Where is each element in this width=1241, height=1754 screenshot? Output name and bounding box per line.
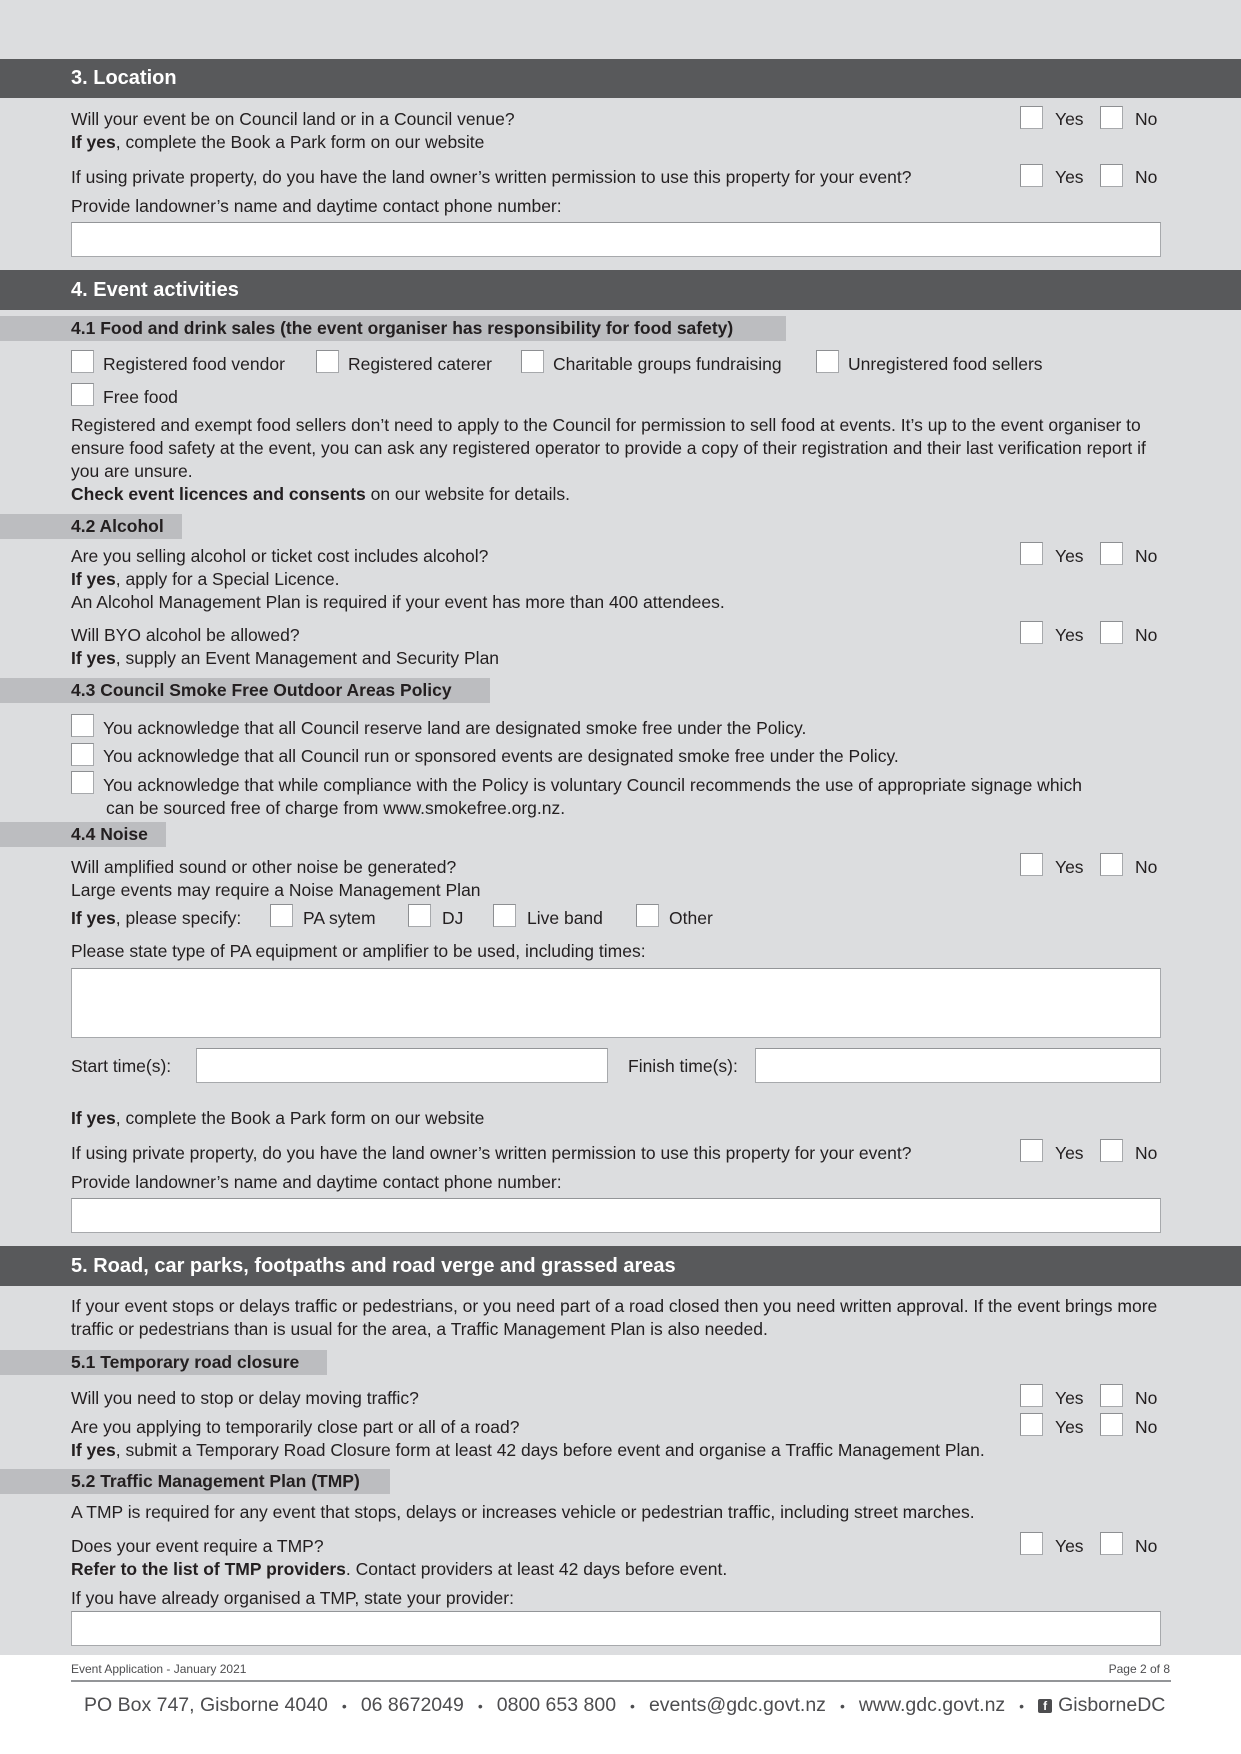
council-land-no-checkbox[interactable] [1100, 106, 1123, 129]
footer-website-link[interactable]: www.gdc.govt.nz [858, 1694, 1006, 1716]
pa-equipment-textarea[interactable] [71, 968, 1161, 1038]
question-private-property: If using private property, do you have the land owner’s written permission to use this property for your event? [71, 167, 912, 187]
noise-other-checkbox[interactable] [636, 904, 659, 927]
note-bold: If yes [71, 648, 116, 668]
private-property-yes-checkbox[interactable] [1020, 164, 1043, 187]
note-road-closure-form [71, 1439, 985, 1461]
equipment-field-label: Please state type of PA equipment or amplifier to be used, including times: [71, 941, 646, 961]
no-label: No [1135, 1388, 1158, 1408]
footer-page-number: Page 2 of 8 [1108, 1662, 1170, 1676]
footer-freephone: 0800 653 800 [496, 1694, 617, 1716]
selling-alcohol-no-checkbox[interactable] [1100, 542, 1123, 565]
note-special-licence [71, 568, 340, 590]
note-tmp-providers [71, 1558, 727, 1580]
byo-alcohol-yes-checkbox[interactable] [1020, 621, 1043, 644]
yes-label: Yes [1055, 1388, 1084, 1408]
note-text: , please specify: [115, 908, 242, 928]
subsection-title: 5.2 Traffic Management Plan (TMP) [71, 1471, 360, 1491]
finish-time-input[interactable] [755, 1048, 1161, 1083]
footer-address: PO Box 747, Gisborne 4040 [84, 1694, 328, 1716]
section-header-event-activities [0, 270, 1241, 310]
food-charitable-groups-checkbox[interactable] [521, 350, 544, 373]
yes-label: Yes [1055, 109, 1084, 129]
noise-specify-label [71, 907, 241, 929]
tmp-provider-input[interactable] [71, 1611, 1161, 1646]
subsection-title: 4.3 Council Smoke Free Outdoor Areas Policy [71, 680, 452, 700]
no-label: No [1135, 546, 1158, 566]
tmp-provider-label: If you have already organised a TMP, state your provider: [71, 1588, 514, 1608]
footer-document-name: Event Application - January 2021 [71, 1662, 247, 1676]
start-time-input[interactable] [196, 1048, 608, 1083]
yes-label: Yes [1055, 1143, 1084, 1163]
food-info-text: Registered and exempt food sellers don’t need to apply to the Council for permission to sell food at events. It’s up to the event organiser to ensure food safety at the event, you can ask any registered operator to provide a copy of their registration and their last verification report if you are unsure. [71, 415, 1146, 481]
food-registered-vendor-checkbox[interactable] [71, 350, 94, 373]
note-book-a-park [71, 1107, 484, 1129]
noise-dj-checkbox[interactable] [408, 904, 431, 927]
footer-divider [71, 1680, 1171, 1682]
food-option-label: Charitable groups fundraising [553, 354, 782, 374]
footer-contact-bar [84, 1694, 1165, 1717]
note-text: , apply for a Special Licence. [115, 569, 340, 589]
section-header-road [0, 1246, 1241, 1286]
separator-dot: • [839, 1697, 845, 1714]
licences-link[interactable]: Check event licences and consents [71, 484, 366, 504]
footer-email-link[interactable]: events@gdc.govt.nz [648, 1694, 826, 1716]
question-close-road: Are you applying to temporarily close part or all of a road? [71, 1417, 520, 1437]
food-unregistered-sellers-checkbox[interactable] [816, 350, 839, 373]
note-text: on our website for details. [365, 484, 570, 504]
council-land-yes-checkbox[interactable] [1020, 106, 1043, 129]
stop-traffic-no-checkbox[interactable] [1100, 1384, 1123, 1407]
landowner-field-label: Provide landowner’s name and daytime contact phone number: [71, 196, 562, 216]
section-title: 3. Location [71, 67, 177, 89]
facebook-icon: f [1038, 1699, 1052, 1713]
food-option-label: Registered food vendor [103, 354, 285, 374]
close-road-no-checkbox[interactable] [1100, 1413, 1123, 1436]
smoke-ack-label: You acknowledge that all Council run or sponsored events are designated smoke free under the Policy. [103, 746, 899, 766]
road-intro-text: If your event stops or delays traffic or pedestrians, or you need part of a road closed then you need written approval. If the event brings more traffic or pedestrians than is usual for the area, a Traffic Management Plan is also needed. [71, 1296, 1158, 1339]
note-alcohol-plan: An Alcohol Management Plan is required if your event has more than 400 attendees. [71, 592, 725, 612]
no-label: No [1135, 1536, 1158, 1556]
smoke-free-reserve-checkbox[interactable] [71, 714, 94, 737]
smoke-ack-label-cont: can be sourced free of charge from www.smokefree.org.nz. [106, 798, 566, 818]
note-bold: If yes [71, 569, 116, 589]
subsection-title: 4.2 Alcohol [71, 516, 164, 536]
section-title: 5. Road, car parks, footpaths and road verge and grassed areas [71, 1254, 676, 1277]
smoke-ack-label: You acknowledge that while compliance with the Policy is voluntary Council recommends the use of appropriate signage which [103, 775, 1082, 795]
no-label: No [1135, 1143, 1158, 1163]
footer-social-link[interactable]: GisborneDC [1058, 1694, 1166, 1716]
byo-alcohol-no-checkbox[interactable] [1100, 621, 1123, 644]
subsection-header-smoke-free [0, 678, 490, 703]
question-byo-alcohol: Will BYO alcohol be allowed? [71, 625, 300, 645]
landowner-contact-input-2[interactable] [71, 1198, 1161, 1233]
section-header-location [0, 59, 1241, 98]
food-option-label: Unregistered food sellers [848, 354, 1043, 374]
noise-option-label: Other [669, 908, 713, 928]
require-tmp-no-checkbox[interactable] [1100, 1532, 1123, 1555]
note-text: . Contact providers at least 42 days before event. [345, 1559, 728, 1579]
private-property-no-checkbox[interactable] [1100, 164, 1123, 187]
separator-dot: • [477, 1697, 483, 1714]
note-text: , submit a Temporary Road Closure form at least 42 days before event and organise a Traffic Management Plan. [115, 1440, 985, 1460]
no-label: No [1135, 109, 1158, 129]
food-registered-caterer-checkbox[interactable] [316, 350, 339, 373]
noise-option-label: PA sytem [303, 908, 376, 928]
amplified-sound-no-checkbox[interactable] [1100, 853, 1123, 876]
question-council-land: Will your event be on Council land or in a Council venue? [71, 109, 515, 129]
question-selling-alcohol: Are you selling alcohol or ticket cost includes alcohol? [71, 546, 489, 566]
separator-dot: • [341, 1697, 347, 1714]
require-tmp-yes-checkbox[interactable] [1020, 1532, 1043, 1555]
question-stop-traffic: Will you need to stop or delay moving traffic? [71, 1388, 419, 1408]
note-security-plan [71, 647, 499, 669]
section-title: 4. Event activities [71, 278, 239, 301]
stop-traffic-yes-checkbox[interactable] [1020, 1384, 1043, 1407]
noise-live-band-checkbox[interactable] [493, 904, 516, 927]
no-label: No [1135, 1417, 1158, 1437]
note-council-land [71, 131, 484, 153]
note-text: , supply an Event Management and Security Plan [115, 648, 500, 668]
food-option-label: Registered caterer [348, 354, 492, 374]
subsection-title: 5.1 Temporary road closure [71, 1352, 300, 1372]
note-text: , complete the Book a Park form on our website [115, 132, 485, 152]
note-bold: If yes [71, 908, 116, 928]
smoke-free-events-checkbox[interactable] [71, 743, 94, 766]
subsection-title: 4.1 Food and drink sales (the event organiser has responsibility for food safety) [71, 318, 734, 338]
start-time-label: Start time(s): [71, 1056, 172, 1076]
noise-option-label: Live band [527, 908, 603, 928]
subsection-header-tmp [0, 1469, 390, 1494]
noise-pa-system-checkbox[interactable] [270, 904, 293, 927]
smoke-free-signage-checkbox[interactable] [71, 771, 94, 794]
amplified-sound-yes-checkbox[interactable] [1020, 853, 1043, 876]
note-bold: If yes [71, 132, 116, 152]
note-bold: If yes [71, 1108, 116, 1128]
subsection-header-alcohol [0, 514, 182, 539]
question-require-tmp: Does your event require a TMP? [71, 1536, 324, 1556]
tmp-intro-text: A TMP is required for any event that stops, delays or increases vehicle or pedestrian traffic, including street marches. [71, 1502, 975, 1522]
close-road-yes-checkbox[interactable] [1020, 1413, 1043, 1436]
noise-option-label: DJ [442, 908, 464, 928]
private-property-2-no-checkbox[interactable] [1100, 1139, 1123, 1162]
landowner-field-label-2: Provide landowner’s name and daytime contact phone number: [71, 1172, 562, 1192]
finish-time-label: Finish time(s): [628, 1056, 738, 1076]
separator-dot: • [630, 1697, 635, 1714]
yes-label: Yes [1055, 1417, 1084, 1437]
yes-label: Yes [1055, 546, 1084, 566]
yes-label: Yes [1055, 167, 1084, 187]
yes-label: Yes [1055, 625, 1084, 645]
footer-phone: 06 8672049 [360, 1694, 464, 1716]
question-private-property-2: If using private property, do you have the land owner’s written permission to use this property for your event? [71, 1143, 912, 1163]
food-free-food-checkbox[interactable] [71, 383, 94, 406]
private-property-2-yes-checkbox[interactable] [1020, 1139, 1043, 1162]
landowner-contact-input[interactable] [71, 222, 1161, 257]
no-label: No [1135, 625, 1158, 645]
tmp-providers-link[interactable]: Refer to the list of TMP providers [71, 1559, 346, 1579]
food-check-licences [71, 483, 570, 505]
note-text: , complete the Book a Park form on our website [115, 1108, 485, 1128]
subsection-title: 4.4 Noise [71, 824, 148, 844]
smoke-ack-label: You acknowledge that all Council reserve land are designated smoke free under the Policy. [103, 718, 807, 738]
subsection-header-food [0, 316, 786, 341]
yes-label: Yes [1055, 1536, 1084, 1556]
selling-alcohol-yes-checkbox[interactable] [1020, 542, 1043, 565]
yes-label: Yes [1055, 857, 1084, 877]
note-noise-plan: Large events may require a Noise Management Plan [71, 880, 481, 900]
food-option-label: Free food [103, 387, 178, 407]
separator-dot: • [1019, 1697, 1025, 1714]
note-bold: If yes [71, 1440, 116, 1460]
no-label: No [1135, 857, 1158, 877]
subsection-header-road-closure [0, 1350, 327, 1375]
no-label: No [1135, 167, 1158, 187]
question-amplified-sound: Will amplified sound or other noise be generated? [71, 857, 457, 877]
subsection-header-noise [0, 822, 166, 847]
